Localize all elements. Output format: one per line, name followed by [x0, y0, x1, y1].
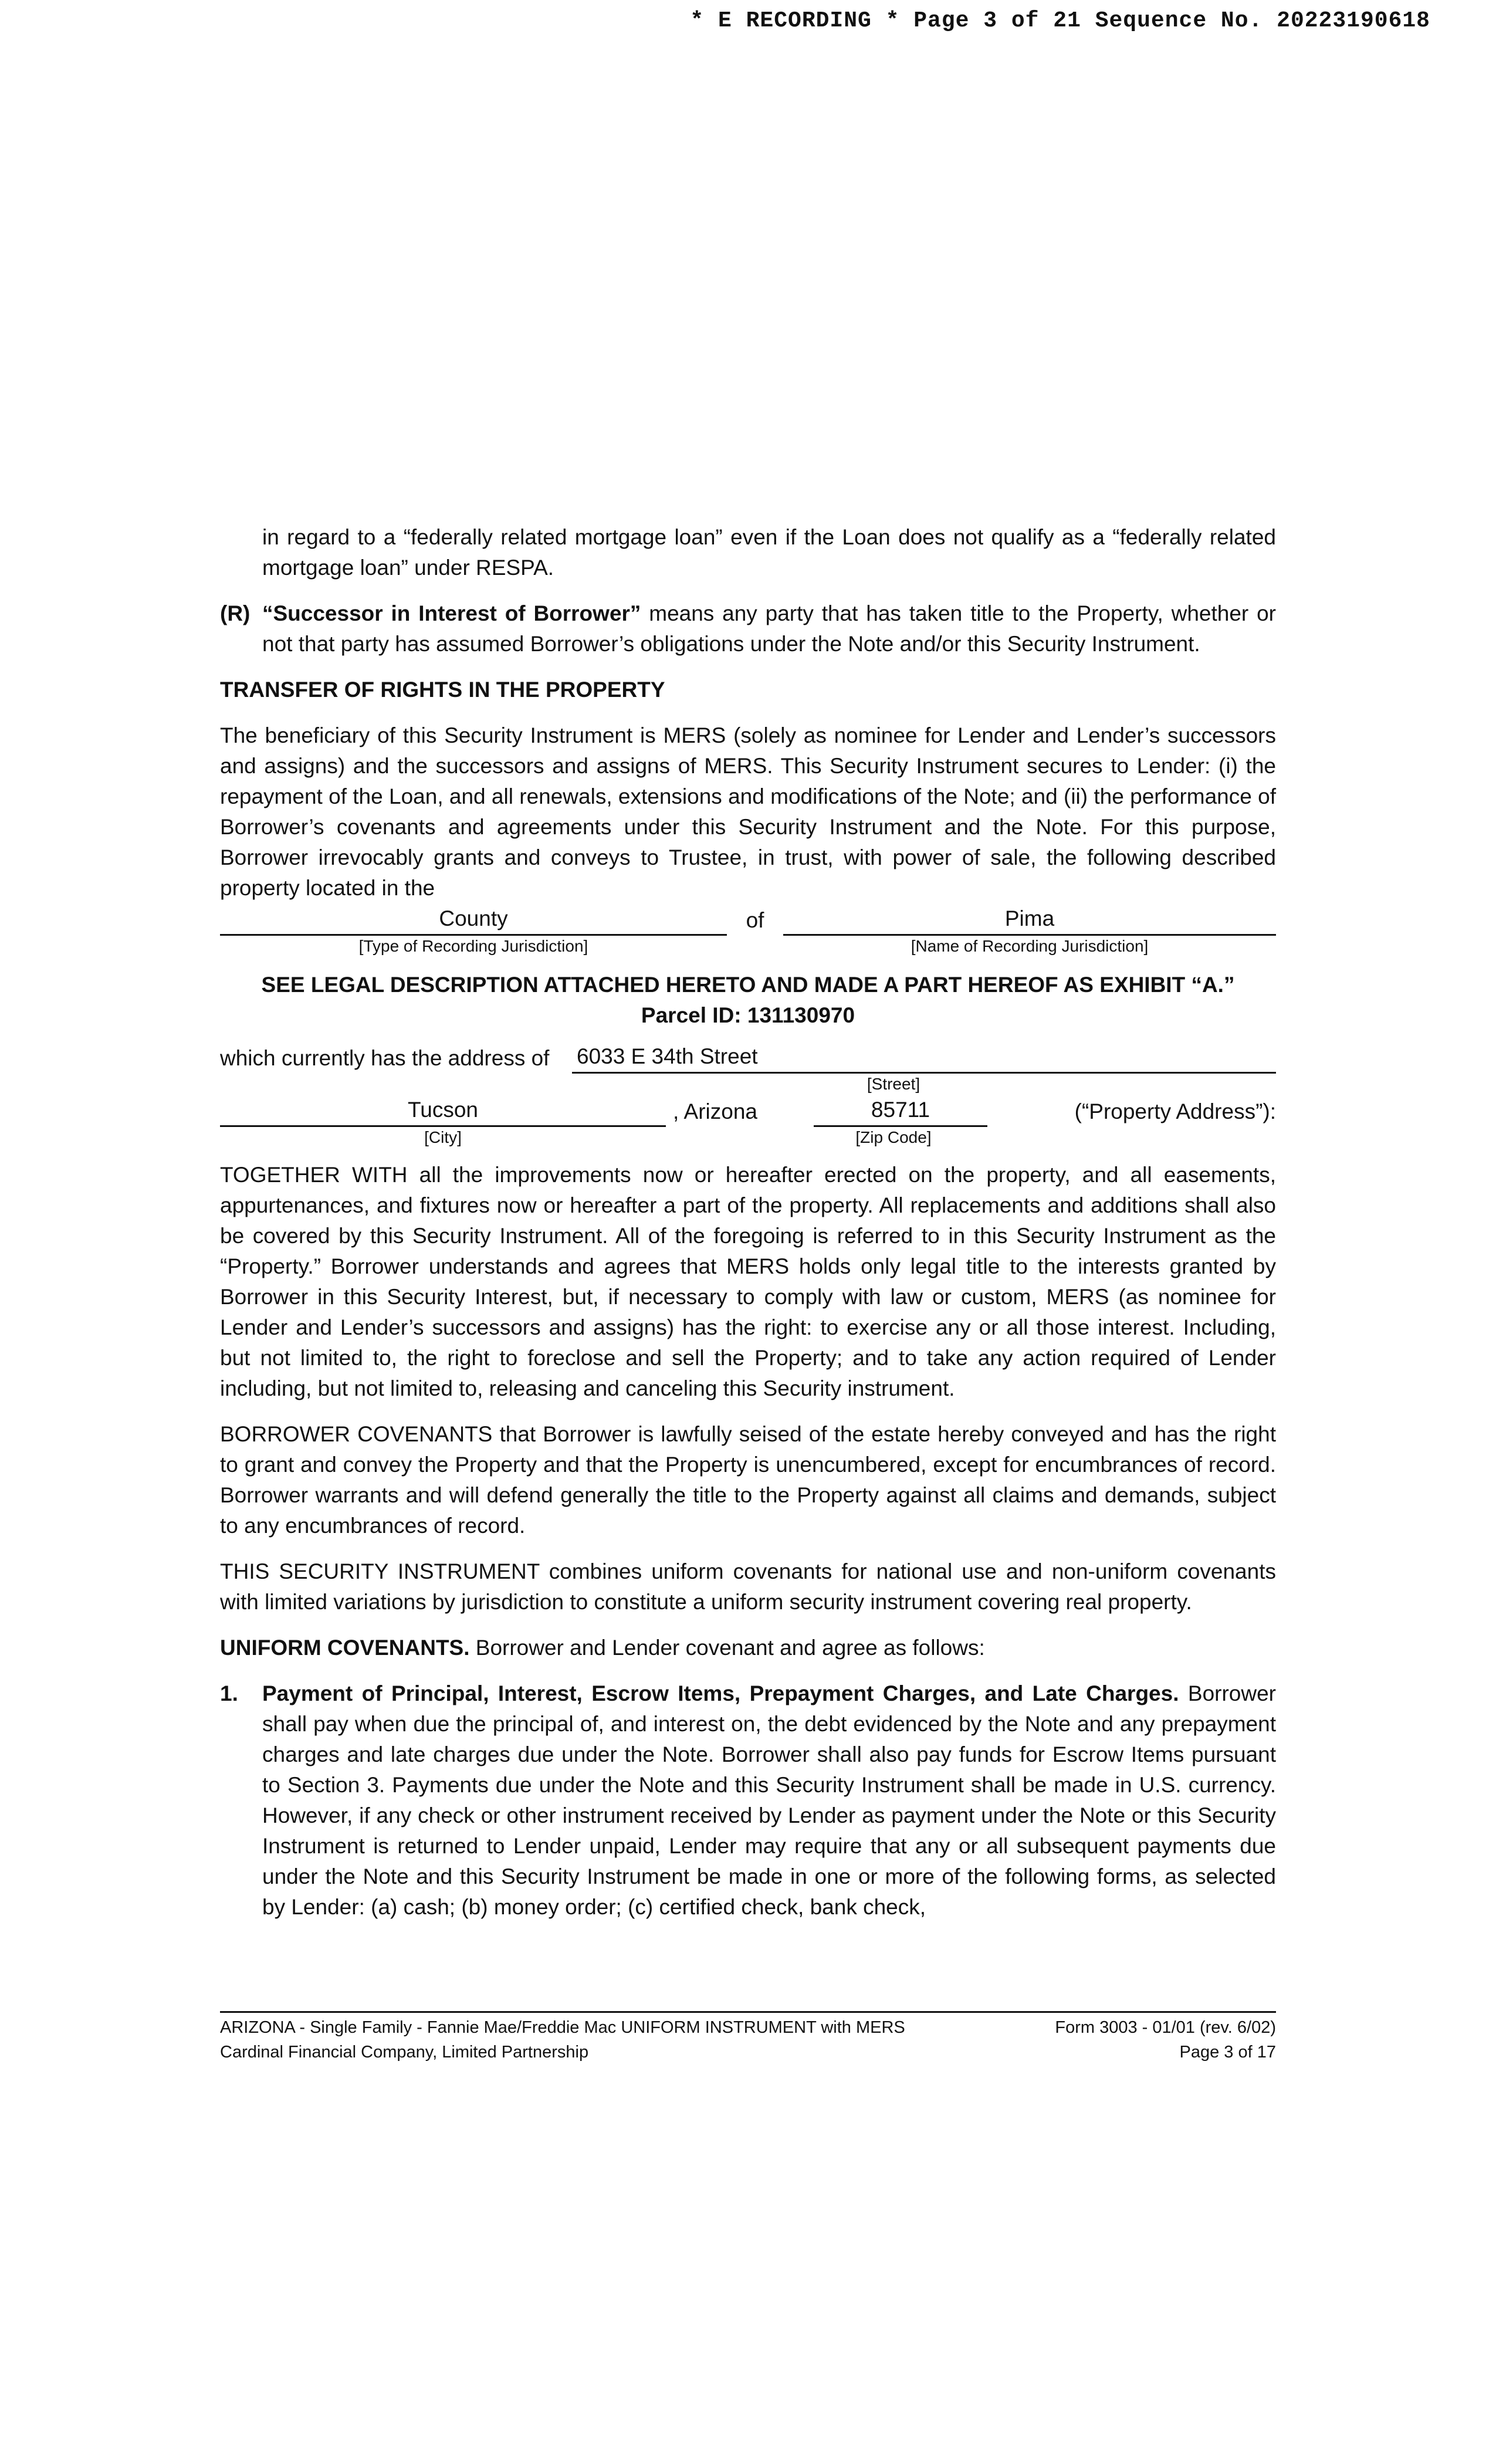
address-city-row — [220, 1095, 1276, 1127]
security-instrument-paragraph: THIS SECURITY INSTRUMENT combines uniform covenants for national use and non-uniform covenants with limited variations by jurisdiction to constitute a uniform security instrument covering real property. — [220, 1559, 1276, 1614]
address-street-row — [220, 1041, 1276, 1074]
definition-r-text: means any party that has taken title to the Property, whether or not that party has assumed Borrower’s obligations under the Note and/or this Security Instrument. — [262, 601, 1276, 656]
together-with-paragraph: TOGETHER WITH all the improvements now or hereafter erected on the property, and all easements, appurtenances, and fixtures now or hereafter a part of the property. All replacements and additions shall also be covered by this Security Instrument. All of the foregoing is referred to in this Security Instrument as the “Property.” Borrower understands and agrees that MERS holds only legal title to the interests granted by Borrower in this Security Interest, but, if necessary to comply with law or custom, MERS (as nominee for Lender and Lender’s successors and assigns) has the right: to exercise any or all those interest. Including, but not limited to, the right to foreclose and sell the Property; and to take any action required of Lender including, but not limited to, releasing and canceling this Security instrument. — [220, 1163, 1276, 1400]
definition-r — [220, 598, 1276, 659]
covenant-1-number: 1. — [220, 1681, 238, 1705]
parcel-id: Parcel ID: 131130970 — [641, 1003, 855, 1027]
footer-right — [1055, 2015, 1276, 2064]
definition-r-term: “Successor in Interest of Borrower” — [262, 601, 641, 625]
page-footer — [220, 2011, 1276, 2064]
address-city-caption: [City] — [424, 1128, 462, 1146]
transfer-heading: TRANSFER OF RIGHTS IN THE PROPERTY — [220, 678, 665, 702]
covenant-1 — [220, 1678, 1276, 1923]
address-block — [220, 1041, 1276, 1148]
jurisdiction-name-field: Pima — [783, 903, 1276, 936]
address-street-caption-row — [220, 1074, 1276, 1095]
address-city-caption-row — [220, 1127, 1276, 1148]
address-intro: which currently has the address of — [220, 1046, 550, 1070]
jurisdiction-type-caption: [Type of Recording Jurisdiction] — [358, 937, 588, 955]
covenant-1-title: Payment of Principal, Interest, Escrow Items, Prepayment Charges, and Late Charges. — [262, 1681, 1179, 1705]
uniform-covenants-text: Borrower and Lender covenant and agree as follows: — [469, 1636, 985, 1660]
jurisdiction-row — [220, 903, 1276, 936]
recording-stamp: * E RECORDING * Page 3 of 21 Sequence No. 20223190618 — [690, 8, 1430, 33]
jurisdiction-captions — [220, 936, 1276, 957]
legal-description-line: SEE LEGAL DESCRIPTION ATTACHED HERETO AND MADE A PART HEREOF AS EXHIBIT “A.” — [261, 973, 1235, 997]
jurisdiction-of: of — [746, 908, 764, 932]
address-city-field: Tucson — [220, 1095, 666, 1127]
covenant-1-body — [262, 1678, 1276, 1923]
address-street-field: 6033 E 34th Street — [572, 1041, 1276, 1074]
document-body — [220, 522, 1276, 1923]
definition-r-label: (R) — [220, 601, 251, 625]
footer-form-number: Form 3003 - 01/01 (rev. 6/02) — [1055, 2018, 1276, 2037]
intro-paragraph: in regard to a “federally related mortgage loan” even if the Loan does not qualify as a “federally related mortgage loan” under RESPA. — [262, 525, 1276, 580]
address-zip-caption: [Zip Code] — [855, 1128, 932, 1146]
footer-form-title: ARIZONA - Single Family - Fannie Mae/Freddie Mac UNIFORM INSTRUMENT with MERS — [220, 2018, 905, 2037]
uniform-covenants-intro — [220, 1633, 1276, 1663]
covenant-1-text: Borrower shall pay when due the principal of, and interest on, the debt evidenced by the Note and any prepayment charges and late charges due under the Note. Borrower shall also pay funds for Escrow Items pursuant to Section 3. Payments due under the Note and this Security Instrument shall be made in U.S. currency. However, if any check or other instrument received by Lender as payment under the Note or this Security Instrument is returned to Lender unpaid, Lender may require that any or all subsequent payments due under the Note and this Security Instrument be made in one or more of the following forms, as selected by Lender: (a) cash; (b) money order; (c) certified check, bank check, — [262, 1681, 1276, 1919]
jurisdiction-type-field: County — [220, 903, 727, 936]
footer-left — [220, 2015, 905, 2064]
uniform-covenants-heading: UNIFORM COVENANTS. — [220, 1636, 470, 1660]
jurisdiction-block — [220, 903, 1276, 957]
definition-r-body — [262, 598, 1276, 659]
address-zip-field: 85711 — [814, 1095, 987, 1127]
jurisdiction-name-caption: [Name of Recording Jurisdiction] — [911, 937, 1149, 955]
footer-page-number: Page 3 of 17 — [1179, 2043, 1276, 2062]
address-street-caption: [Street] — [867, 1075, 920, 1093]
borrower-covenants-paragraph: BORROWER COVENANTS that Borrower is lawfully seised of the estate hereby conveyed and has the right to grant and convey the Property and that the Property is unencumbered, except for encumbrances of record. Borrower warrants and will defend generally the title to the Property against all claims and demands, subject to any encumbrances of record. — [220, 1422, 1276, 1538]
transfer-paragraph: The beneficiary of this Security Instrument is MERS (solely as nominee for Lender and Lender’s successors and assigns) and the successors and assigns of MERS. This Security Instrument secures to Lender: (i) the repayment of the Loan, and all renewals, extensions and modifications of the Note; and (ii) the performance of Borrower’s covenants and agreements under this Security Instrument and the Note. For this purpose, Borrower irrevocably grants and conveys to Trustee, in trust, with power of sale, the following described property located in the — [220, 723, 1276, 900]
address-state: , Arizona — [673, 1099, 757, 1123]
address-suffix: (“Property Address”): — [1074, 1099, 1276, 1123]
footer-company: Cardinal Financial Company, Limited Partnership — [220, 2043, 589, 2062]
